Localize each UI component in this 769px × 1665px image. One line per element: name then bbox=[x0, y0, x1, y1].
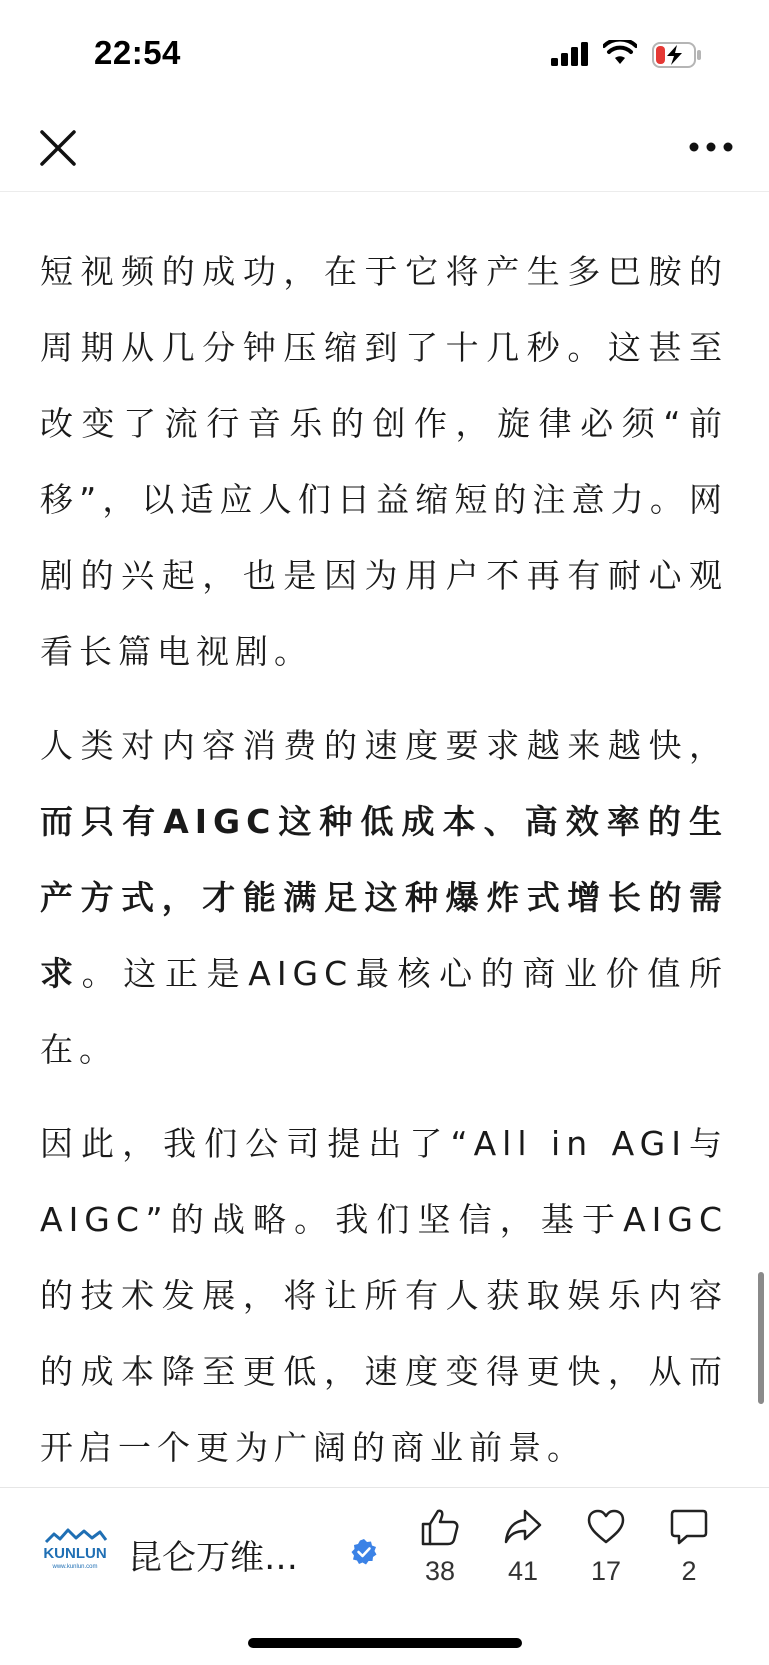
article-paragraph-1: 短视频的成功，在于它将产生多巴胺的周期从几分钟压缩到了十几秒。这甚至改变了流行音乐的创作，旋律必须“前移”，以适应人们日益缩短的注意力。网剧的兴起，也是因为用户不再有耐心观看长篇电视剧。 bbox=[40, 252, 728, 671]
like-button[interactable] bbox=[405, 1508, 475, 1587]
scrollbar[interactable] bbox=[758, 1272, 764, 1404]
article-paragraph-2 bbox=[40, 708, 728, 1088]
nav-bar bbox=[0, 100, 769, 192]
close-icon[interactable] bbox=[38, 128, 78, 168]
status-bar bbox=[0, 0, 769, 100]
comment-count: 2 bbox=[681, 1556, 697, 1586]
paragraph-2-text: 人类对内容消费的速度要求越来越快， bbox=[40, 726, 728, 765]
share-arrow-icon bbox=[503, 1508, 543, 1546]
verified-badge-icon bbox=[350, 1538, 378, 1566]
more-options-icon[interactable] bbox=[688, 140, 734, 154]
wifi-icon bbox=[603, 40, 637, 66]
cellular-signal-icon bbox=[551, 42, 589, 66]
heart-icon bbox=[586, 1508, 626, 1546]
share-button[interactable] bbox=[488, 1508, 558, 1587]
logo-text: KUNLUN bbox=[43, 1545, 107, 1562]
article-paragraph-3: 因此，我们公司提出了“All in AGI与AIGC”的战略。我们坚信，基于AIGC的技术发展，将让所有人获取娱乐内容的成本降至更低，速度变得更快，从而开启一个更为广阔的商业前景。 bbox=[40, 1124, 728, 1467]
comment-bubble-icon bbox=[669, 1508, 709, 1546]
favorite-button[interactable] bbox=[571, 1508, 641, 1587]
home-indicator[interactable] bbox=[248, 1638, 522, 1648]
paragraph-2-end-text: 。这正是AIGC最核心的商业价值所在。 bbox=[40, 954, 729, 1069]
paragraph-2-bold-text: 而只有AIGC这种低成本、高效率的生产方式，才能满足这种爆炸式增长的需求 bbox=[40, 802, 728, 993]
favorite-count: 17 bbox=[590, 1556, 622, 1586]
article-body bbox=[40, 140, 728, 1504]
share-count: 41 bbox=[507, 1556, 539, 1586]
comment-button[interactable] bbox=[654, 1508, 724, 1587]
thumbs-up-icon bbox=[420, 1508, 460, 1546]
logo-url: www.kunlun.com bbox=[52, 1564, 98, 1570]
like-count: 38 bbox=[424, 1556, 456, 1586]
account-name[interactable]: 昆仑万维… bbox=[128, 1538, 298, 1578]
status-time: 22:54 bbox=[94, 34, 181, 71]
battery-charging-icon bbox=[652, 42, 702, 68]
kunlun-logo-icon[interactable] bbox=[38, 1526, 112, 1572]
